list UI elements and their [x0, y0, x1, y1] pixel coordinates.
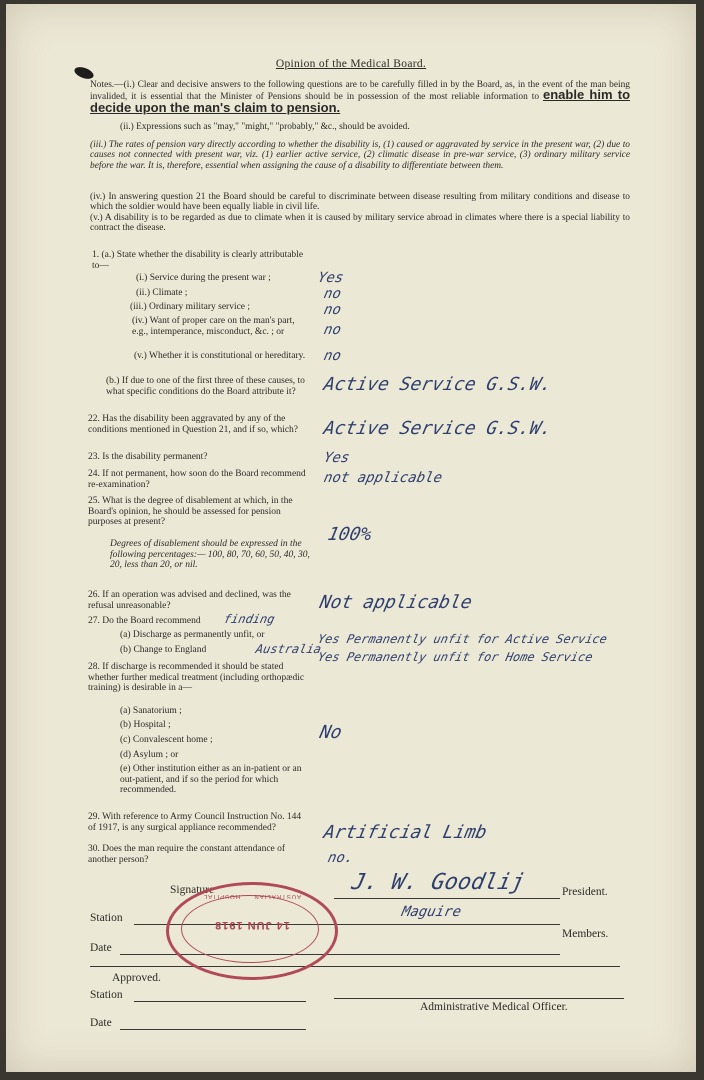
answer-27-insert: finding: [222, 612, 277, 626]
date-label: Date: [90, 942, 112, 954]
note-intro-emphasis: enable him to decide upon the man's claim to pension.: [90, 87, 631, 115]
note-ii: (ii.) Expressions such as "may," "might," "probably," &c., should be avoided.: [120, 122, 410, 132]
station-label: Station: [90, 912, 123, 924]
note-iv: (iv.) In answering question 21 the Board should be careful to discriminate between disease resulting from military conditions and disease to which the soldier would have been equally liable in civil life.: [90, 192, 630, 213]
amo-label: Administrative Medical Officer.: [420, 1001, 568, 1013]
question-1-iii: (iii.) Ordinary military service ;: [130, 302, 251, 312]
answer-27-a: Yes Permanently unfit for Active Service: [316, 632, 609, 646]
question-28: 28. If discharge is recommended it should be stated whether further medical treatment (including orthopædic training) is desirable in a—: [88, 662, 305, 694]
question-22: 22. Has the disability been aggravated by any of the conditions mentioned in Question 21, and if so, which?: [88, 414, 299, 435]
signature-line-member-2: [334, 954, 560, 955]
question-1-ii: (ii.) Climate ;: [136, 288, 188, 298]
note-intro: [90, 80, 630, 115]
question-29: 29. With reference to Army Council Instruction No. 144 of 1917, is any surgical appliance recommended?: [88, 812, 302, 833]
signature-line-president: [334, 898, 560, 899]
answer-25: 100%: [325, 524, 374, 545]
station-2-label: Station: [90, 989, 123, 1001]
signature-line-member-1: [334, 924, 560, 925]
answer-1-ii: no: [322, 286, 343, 302]
stamp-date: 14 JUN 1918: [214, 919, 290, 931]
answer-28: No: [317, 722, 344, 743]
answer-26: Not applicable: [317, 592, 474, 613]
approved-label: Approved.: [112, 972, 161, 984]
question-27-b: (b) Change to England: [120, 645, 207, 655]
answer-1-i: Yes: [316, 270, 345, 286]
date-2-line: [120, 1029, 306, 1030]
question-27-a: (a) Discharge as permanently unfit, or: [120, 630, 265, 640]
stamp-text: AUSTRALIAN ... HOSPITAL: [202, 893, 302, 899]
president-label: President.: [562, 886, 608, 898]
divider-line: [90, 966, 620, 967]
president-signature: J. W. Goodlij: [349, 870, 527, 895]
question-28-e: (e) Other institution either as an in-patient or an out-patient, and if so the period for which recommended.: [120, 764, 302, 796]
station-2-line: [134, 1001, 306, 1002]
answer-24: not applicable: [322, 470, 444, 486]
question-1-i: (i.) Service during the present war ;: [136, 273, 271, 283]
question-28-c: (c) Convalescent home ;: [120, 735, 213, 745]
members-label: Members.: [562, 928, 609, 940]
answer-1b: Active Service G.S.W.: [321, 374, 554, 395]
question-30: 30. Does the man require the constant attendance of another person?: [88, 844, 286, 865]
document-page: [6, 4, 696, 1072]
question-1-iv: (iv.) Want of proper care on the man's part, e.g., intemperance, misconduct, &c. ; or: [132, 316, 295, 337]
answer-22: Active Service G.S.W.: [321, 418, 554, 439]
note-v: (v.) A disability is to be regarded as due to climate when it is caused by military service abroad in climates where there is a special liability to contract the disease.: [90, 213, 630, 234]
date-2-label: Date: [90, 1017, 112, 1029]
question-24: 24. If not permanent, how soon do the Board recommend re-examination?: [88, 469, 306, 490]
form-title: Opinion of the Medical Board.: [275, 58, 427, 70]
member-signature: Maguire: [400, 904, 463, 920]
question-25-note: Degrees of disablement should be expressed in the following percentages:— 100, 80, 70, 60, 50, 40, 30, 20, less than 20, or nil.: [110, 539, 310, 571]
question-1a: 1. (a.) State whether the disability is clearly attributable to—: [92, 250, 304, 271]
question-1b: (b.) If due to one of the first three of these causes, to what specific conditions do the Board attribute it?: [106, 376, 305, 397]
note-iii: (iii.) The rates of pension vary directly according to whether the disability is, (1) caused or aggravated by service in the present war, (2) due to causes not connected with present war, viz. (1) earlier active service, (2) climatic disease in pre-war service, (3) ordinary military service before the war. It is, therefore, essential when assigning the cause of a disability to differentiate between them.: [90, 140, 630, 171]
question-27: 27. Do the Board recommend: [88, 616, 201, 626]
official-stamp: [166, 882, 338, 980]
question-28-d: (d) Asylum ; or: [120, 750, 179, 760]
amo-signature-line: [334, 998, 624, 999]
answer-30: no.: [326, 850, 355, 866]
question-23: 23. Is the disability permanent?: [88, 452, 208, 462]
answer-23: Yes: [322, 450, 351, 466]
answer-27-b: Yes Permanently unfit for Home Service: [316, 650, 595, 664]
answer-1-v: no: [322, 348, 343, 364]
question-25: 25. What is the degree of disablement at which, in the Board's opinion, he should be assessed for pension purposes at present?: [88, 496, 293, 528]
note-intro-text: Notes.—(i.) Clear and decisive answers to the following questions are to be carefully filled in by the Board, as, in the event of the man being invalided, it is essential that the Minister of Pensions should be in possession of the most reliable information to: [90, 80, 630, 103]
question-26: 26. If an operation was advised and declined, was the refusal unreasonable?: [88, 590, 291, 611]
signature-label: Signature: [170, 884, 215, 896]
question-1-v: (v.) Whether it is constitutional or hereditary.: [134, 351, 306, 361]
answer-1-iv: no: [322, 322, 343, 338]
answer-27-b-insert: Australia: [254, 642, 323, 656]
question-28-a: (a) Sanatorium ;: [120, 706, 182, 716]
answer-1-iii: no: [322, 302, 343, 318]
question-28-b: (b) Hospital ;: [120, 720, 171, 730]
answer-29: Artificial Limb: [321, 822, 489, 843]
